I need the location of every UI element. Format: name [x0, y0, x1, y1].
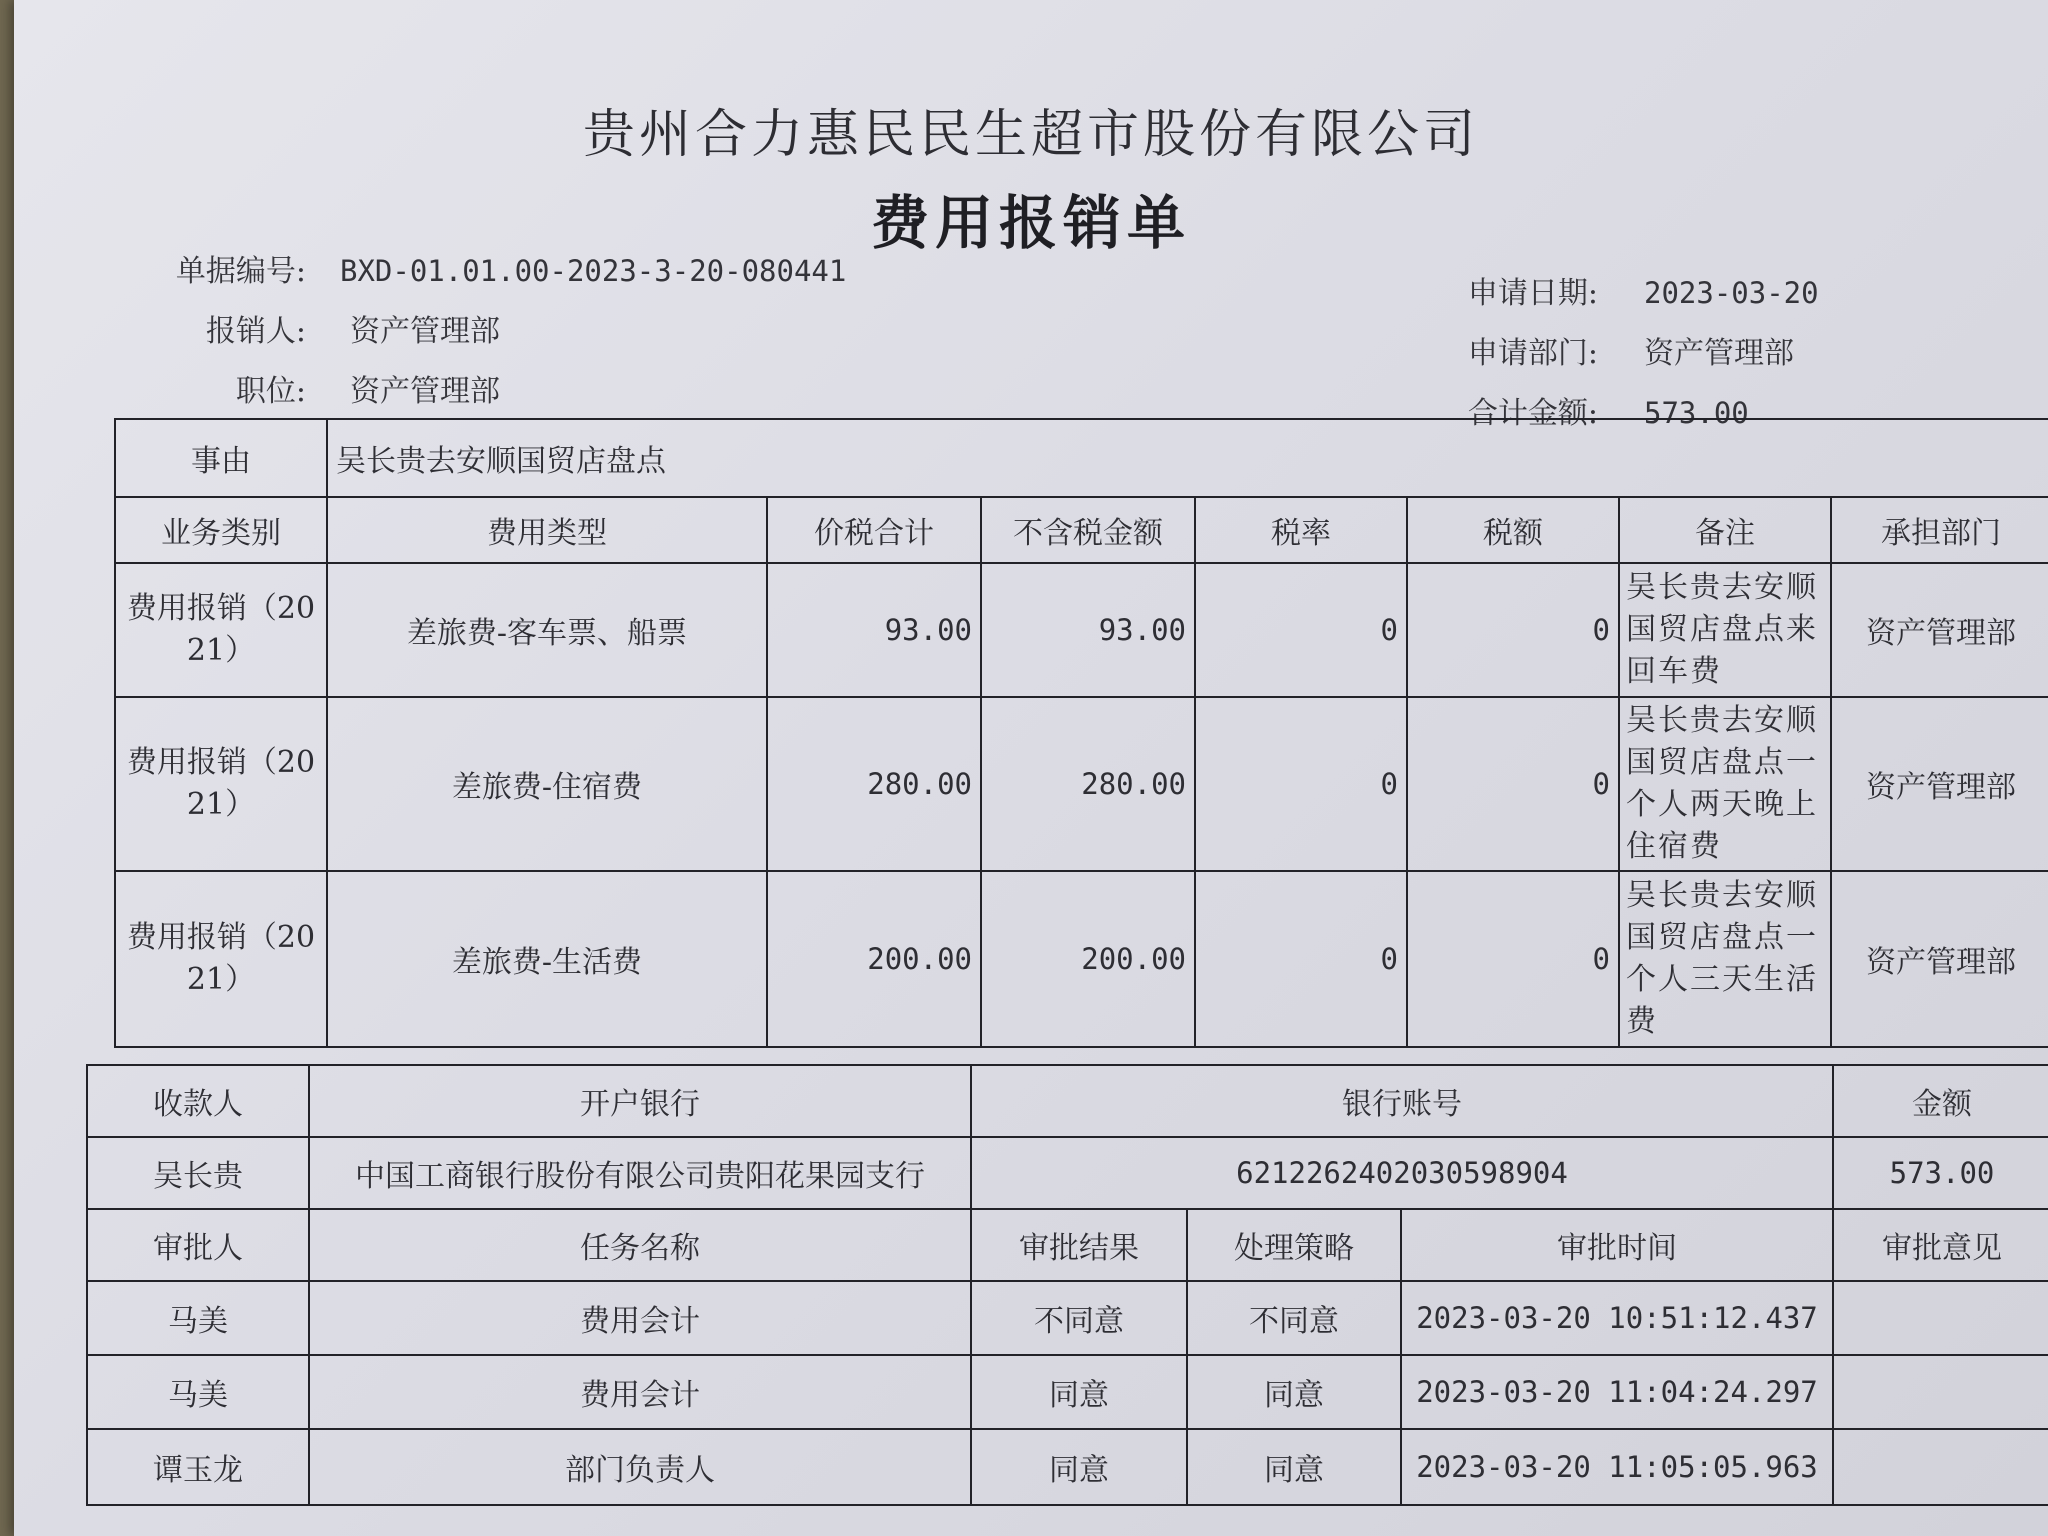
col-header-category: 业务类别 — [115, 497, 327, 563]
approval-time: 2023-03-20 11:05:05.963 — [1401, 1429, 1833, 1505]
payee-account: 6212262402030598904 — [971, 1137, 1833, 1209]
row-rate: 0 — [1195, 697, 1407, 871]
approval-header-row — [87, 1209, 2048, 1281]
col-header-account: 银行账号 — [971, 1065, 1833, 1137]
row-total: 93.00 — [767, 563, 981, 697]
row-type: 差旅费-客车票、船票 — [327, 563, 767, 697]
row-category: 费用报销（2021） — [115, 697, 327, 871]
reason-label: 事由 — [115, 419, 327, 497]
col-header-note: 备注 — [1619, 497, 1831, 563]
position-label: 职位: — [235, 374, 306, 409]
payee-amount: 573.00 — [1833, 1137, 2048, 1209]
col-header-opinion: 审批意见 — [1833, 1209, 2048, 1281]
row-total: 200.00 — [767, 871, 981, 1047]
row-net: 280.00 — [981, 697, 1195, 871]
table-row — [87, 1355, 2048, 1429]
approval-time: 2023-03-20 11:04:24.297 — [1401, 1355, 1833, 1429]
approval-time: 2023-03-20 10:51:12.437 — [1401, 1281, 1833, 1355]
doc-number-value: BXD-01.01.00-2023-3-20-080441 — [340, 254, 847, 288]
approval-result: 同意 — [971, 1429, 1187, 1505]
total-amount-label: 合计金额: — [1467, 396, 1598, 431]
apply-date-value: 2023-03-20 — [1644, 276, 1819, 310]
approval-task: 费用会计 — [309, 1281, 971, 1355]
row-category: 费用报销（2021） — [115, 871, 327, 1047]
approval-opinion — [1833, 1355, 2048, 1429]
row-tax: 0 — [1407, 697, 1619, 871]
table-row — [87, 1429, 2048, 1505]
approver-name: 马美 — [87, 1355, 309, 1429]
row-rate: 0 — [1195, 871, 1407, 1047]
approval-task: 费用会计 — [309, 1355, 971, 1429]
col-header-strategy: 处理策略 — [1187, 1209, 1401, 1281]
doc-number-label: 单据编号: — [175, 254, 306, 289]
claimant-field — [150, 306, 500, 350]
approval-task: 部门负责人 — [309, 1429, 971, 1505]
total-amount-value: 573.00 — [1644, 396, 1749, 430]
reason-value: 吴长贵去安顺国贸店盘点 — [327, 419, 2048, 497]
approval-strategy: 同意 — [1187, 1429, 1401, 1505]
table-row — [87, 1281, 2048, 1355]
row-category: 费用报销（2021） — [115, 563, 327, 697]
expense-table — [114, 418, 2048, 1048]
approver-name: 马美 — [87, 1281, 309, 1355]
claimant-value: 资产管理部 — [350, 314, 500, 349]
position-field — [150, 366, 500, 410]
row-type: 差旅费-住宿费 — [327, 697, 767, 871]
col-header-dept: 承担部门 — [1831, 497, 2048, 563]
col-header-task: 任务名称 — [309, 1209, 971, 1281]
approver-name: 谭玉龙 — [87, 1429, 309, 1505]
col-header-amount: 金额 — [1833, 1065, 2048, 1137]
col-header-total: 价税合计 — [767, 497, 981, 563]
col-header-payee: 收款人 — [87, 1065, 309, 1137]
row-net: 93.00 — [981, 563, 1195, 697]
row-type: 差旅费-生活费 — [327, 871, 767, 1047]
expense-header-row — [115, 497, 2048, 563]
col-header-time: 审批时间 — [1401, 1209, 1833, 1281]
expense-form-sheet — [14, 0, 2048, 1536]
approval-opinion — [1833, 1429, 2048, 1505]
approval-opinion — [1833, 1281, 2048, 1355]
payee-bank: 中国工商银行股份有限公司贵阳花果园支行 — [309, 1137, 971, 1209]
col-header-approver: 审批人 — [87, 1209, 309, 1281]
apply-dept-value: 资产管理部 — [1644, 336, 1794, 371]
table-row — [115, 697, 2048, 871]
col-header-rate: 税率 — [1195, 497, 1407, 563]
row-dept: 资产管理部 — [1831, 871, 2048, 1047]
row-note: 吴长贵去安顺国贸店盘点一个人三天生活费 — [1619, 871, 1831, 1047]
payee-approval-table — [86, 1064, 2048, 1506]
reason-row — [115, 419, 2048, 497]
row-rate: 0 — [1195, 563, 1407, 697]
doc-number-field — [150, 246, 846, 290]
table-row — [115, 871, 2048, 1047]
row-tax: 0 — [1407, 563, 1619, 697]
col-header-result: 审批结果 — [971, 1209, 1187, 1281]
approval-result: 不同意 — [971, 1281, 1187, 1355]
row-net: 200.00 — [981, 871, 1195, 1047]
apply-dept-label: 申请部门: — [1467, 336, 1598, 371]
row-total: 280.00 — [767, 697, 981, 871]
apply-date-label: 申请日期: — [1467, 276, 1598, 311]
row-tax: 0 — [1407, 871, 1619, 1047]
payee-name: 吴长贵 — [87, 1137, 309, 1209]
col-header-type: 费用类型 — [327, 497, 767, 563]
table-row — [115, 563, 2048, 697]
row-note: 吴长贵去安顺国贸店盘点来回车费 — [1619, 563, 1831, 697]
apply-dept-field — [1434, 328, 1794, 372]
row-dept: 资产管理部 — [1831, 697, 2048, 871]
form-title: 费用报销单 — [870, 189, 1191, 257]
col-header-bank: 开户银行 — [309, 1065, 971, 1137]
approval-result: 同意 — [971, 1355, 1187, 1429]
approval-strategy: 同意 — [1187, 1355, 1401, 1429]
approval-strategy: 不同意 — [1187, 1281, 1401, 1355]
claimant-label: 报销人: — [205, 314, 306, 349]
apply-date-field — [1434, 268, 1819, 312]
payee-row — [87, 1137, 2048, 1209]
col-header-net: 不含税金额 — [981, 497, 1195, 563]
col-header-tax: 税额 — [1407, 497, 1619, 563]
company-name: 贵州合力惠民民生超市股份有限公司 — [582, 105, 1479, 165]
position-value: 资产管理部 — [350, 374, 500, 409]
payee-header-row — [87, 1065, 2048, 1137]
row-dept: 资产管理部 — [1831, 563, 2048, 697]
row-note: 吴长贵去安顺国贸店盘点一个人两天晚上住宿费 — [1619, 697, 1831, 871]
